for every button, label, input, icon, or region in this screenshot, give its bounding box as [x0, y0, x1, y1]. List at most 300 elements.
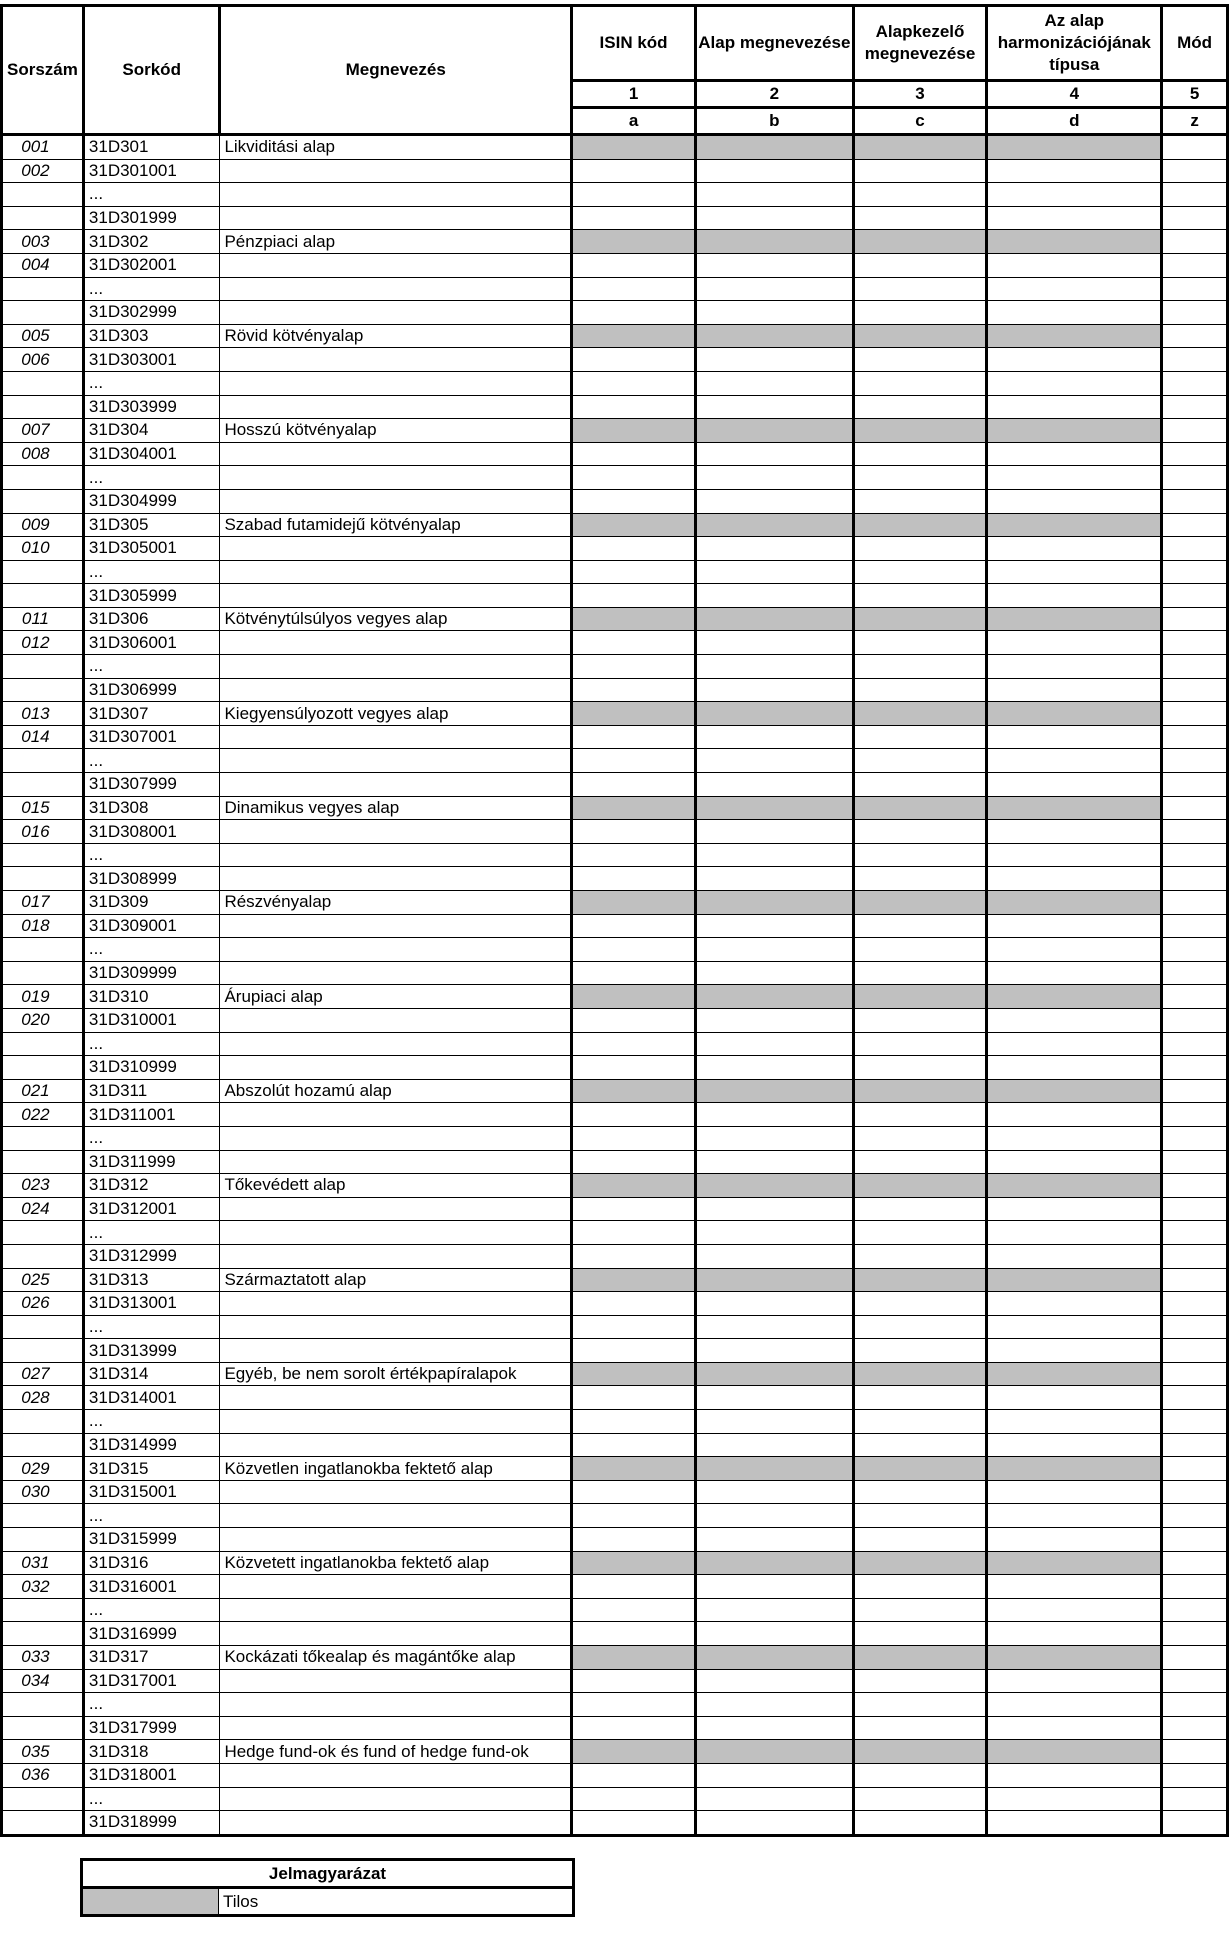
alapkezelo-megnevezese-cell[interactable] — [853, 1008, 987, 1032]
mod-cell[interactable] — [1162, 1150, 1228, 1174]
harmonizacio-tipusa-cell[interactable] — [987, 1244, 1162, 1268]
harmonizacio-tipusa-cell[interactable] — [987, 348, 1162, 372]
alapkezelo-megnevezese-cell[interactable] — [853, 1669, 987, 1693]
harmonizacio-tipusa-cell[interactable] — [987, 1433, 1162, 1457]
row-megnevezes: Dinamikus vegyes alap — [220, 796, 572, 820]
harmonizacio-tipusa-cell[interactable] — [987, 1787, 1162, 1811]
alapkezelo-megnevezese-cell[interactable] — [853, 1103, 987, 1127]
alap-megnevezese-cell[interactable] — [696, 1103, 854, 1127]
isin-kod-cell[interactable] — [572, 938, 696, 962]
isin-kod-cell[interactable] — [572, 371, 696, 395]
alap-megnevezese-cell[interactable] — [696, 938, 854, 962]
isin-kod-cell[interactable] — [572, 1669, 696, 1693]
isin-kod-cell[interactable] — [572, 678, 696, 702]
mod-cell[interactable] — [1162, 419, 1228, 443]
alap-megnevezese-cell[interactable] — [696, 1315, 854, 1339]
isin-kod-cell[interactable] — [572, 1032, 696, 1056]
isin-kod-cell[interactable] — [572, 1292, 696, 1316]
alap-megnevezese-cell[interactable] — [696, 560, 854, 584]
harmonizacio-tipusa-cell[interactable] — [987, 560, 1162, 584]
alap-megnevezese-cell[interactable] — [696, 1221, 854, 1245]
isin-kod-cell[interactable] — [572, 537, 696, 561]
isin-kod-cell[interactable] — [572, 560, 696, 584]
mod-cell[interactable] — [1162, 867, 1228, 891]
mod-cell[interactable] — [1162, 1740, 1228, 1764]
mod-cell[interactable] — [1162, 1763, 1228, 1787]
mod-cell[interactable] — [1162, 607, 1228, 631]
mod-cell[interactable] — [1162, 678, 1228, 702]
alap-megnevezese-cell[interactable] — [696, 1716, 854, 1740]
alap-megnevezese-cell[interactable] — [696, 773, 854, 797]
harmonizacio-tipusa-cell[interactable] — [987, 1716, 1162, 1740]
mod-cell[interactable] — [1162, 1386, 1228, 1410]
harmonizacio-tipusa-cell[interactable] — [987, 1221, 1162, 1245]
harmonizacio-tipusa-cell[interactable] — [987, 183, 1162, 207]
mod-cell[interactable] — [1162, 348, 1228, 372]
isin-kod-cell[interactable] — [572, 1787, 696, 1811]
harmonizacio-tipusa-cell[interactable] — [987, 1197, 1162, 1221]
alapkezelo-megnevezese-cell[interactable] — [853, 1811, 987, 1836]
isin-kod-cell[interactable] — [572, 1244, 696, 1268]
alap-megnevezese-cell[interactable] — [696, 348, 854, 372]
harmonizacio-tipusa-cell[interactable] — [987, 253, 1162, 277]
mod-cell[interactable] — [1162, 206, 1228, 230]
alapkezelo-megnevezese-cell[interactable] — [853, 1339, 987, 1363]
alap-megnevezese-cell[interactable] — [696, 867, 854, 891]
alapkezelo-megnevezese-cell[interactable] — [853, 183, 987, 207]
alapkezelo-megnevezese-cell[interactable] — [853, 560, 987, 584]
alap-megnevezese-cell[interactable] — [696, 1244, 854, 1268]
row-megnevezes — [220, 584, 572, 608]
alap-megnevezese-cell[interactable] — [696, 301, 854, 325]
mod-cell[interactable] — [1162, 655, 1228, 679]
mod-cell[interactable] — [1162, 1575, 1228, 1599]
alap-megnevezese-cell[interactable] — [696, 442, 854, 466]
isin-kod-cell[interactable] — [572, 466, 696, 490]
mod-cell[interactable] — [1162, 537, 1228, 561]
isin-kod-cell[interactable] — [572, 183, 696, 207]
alapkezelo-megnevezese-cell[interactable] — [853, 1150, 987, 1174]
alapkezelo-megnevezese-cell[interactable] — [853, 371, 987, 395]
alapkezelo-megnevezese-cell[interactable] — [853, 537, 987, 561]
harmonizacio-tipusa-cell[interactable] — [987, 537, 1162, 561]
alap-megnevezese-cell[interactable] — [696, 253, 854, 277]
alapkezelo-megnevezese-cell[interactable] — [853, 1598, 987, 1622]
alap-megnevezese-cell — [696, 135, 854, 160]
alap-megnevezese-cell[interactable] — [696, 1008, 854, 1032]
mod-cell[interactable] — [1162, 985, 1228, 1009]
alap-megnevezese-cell[interactable] — [696, 1410, 854, 1434]
mod-cell[interactable] — [1162, 1126, 1228, 1150]
harmonizacio-tipusa-cell[interactable] — [987, 1032, 1162, 1056]
harmonizacio-tipusa-cell[interactable] — [987, 749, 1162, 773]
alap-megnevezese-cell[interactable] — [696, 1598, 854, 1622]
mod-cell[interactable] — [1162, 135, 1228, 160]
isin-kod-cell[interactable] — [572, 159, 696, 183]
isin-kod-cell[interactable] — [572, 253, 696, 277]
alapkezelo-megnevezese-cell[interactable] — [853, 1386, 987, 1410]
harmonizacio-tipusa-cell[interactable] — [987, 867, 1162, 891]
harmonizacio-tipusa-cell[interactable] — [987, 1315, 1162, 1339]
row-sorszam: 008 — [2, 442, 84, 466]
alap-megnevezese-cell[interactable] — [696, 1528, 854, 1552]
alap-megnevezese-cell[interactable] — [696, 749, 854, 773]
mod-cell[interactable] — [1162, 631, 1228, 655]
harmonizacio-tipusa-cell[interactable] — [987, 584, 1162, 608]
harmonizacio-tipusa-cell[interactable] — [987, 1622, 1162, 1646]
alap-megnevezese-cell[interactable] — [696, 1032, 854, 1056]
harmonizacio-tipusa-cell[interactable] — [987, 301, 1162, 325]
harmonizacio-tipusa-cell[interactable] — [987, 1008, 1162, 1032]
isin-kod-cell[interactable] — [572, 1575, 696, 1599]
alapkezelo-megnevezese-cell[interactable] — [853, 1410, 987, 1434]
alap-megnevezese-cell[interactable] — [696, 1126, 854, 1150]
alap-megnevezese-cell[interactable] — [696, 1669, 854, 1693]
mod-cell[interactable] — [1162, 324, 1228, 348]
mod-cell[interactable] — [1162, 253, 1228, 277]
alapkezelo-megnevezese-cell[interactable] — [853, 1126, 987, 1150]
isin-kod-cell[interactable] — [572, 301, 696, 325]
alap-megnevezese-cell[interactable] — [696, 466, 854, 490]
mod-cell[interactable] — [1162, 277, 1228, 301]
isin-kod-cell[interactable] — [572, 1126, 696, 1150]
isin-kod-cell[interactable] — [572, 277, 696, 301]
isin-kod-cell[interactable] — [572, 1480, 696, 1504]
alapkezelo-megnevezese-cell[interactable] — [853, 1693, 987, 1717]
alap-megnevezese-cell[interactable] — [696, 537, 854, 561]
harmonizacio-tipusa-cell[interactable] — [987, 1598, 1162, 1622]
isin-kod-cell[interactable] — [572, 1693, 696, 1717]
row-sorkod: 31D301999 — [83, 206, 220, 230]
isin-kod-cell[interactable] — [572, 1339, 696, 1363]
isin-kod-cell[interactable] — [572, 1716, 696, 1740]
alapkezelo-megnevezese-cell[interactable] — [853, 442, 987, 466]
row-sorkod: 31D304 — [83, 419, 220, 443]
mod-cell[interactable] — [1162, 1315, 1228, 1339]
mod-cell[interactable] — [1162, 513, 1228, 537]
alap-megnevezese-cell[interactable] — [696, 1292, 854, 1316]
harmonizacio-tipusa-cell[interactable] — [987, 843, 1162, 867]
alap-megnevezese-cell[interactable] — [696, 489, 854, 513]
alap-megnevezese-cell[interactable] — [696, 584, 854, 608]
mod-cell[interactable] — [1162, 961, 1228, 985]
mod-cell[interactable] — [1162, 1528, 1228, 1552]
harmonizacio-tipusa-cell[interactable] — [987, 277, 1162, 301]
alap-megnevezese-cell[interactable] — [696, 1693, 854, 1717]
isin-kod-cell[interactable] — [572, 1763, 696, 1787]
alapkezelo-megnevezese-cell[interactable] — [853, 749, 987, 773]
alapkezelo-megnevezese-cell[interactable] — [853, 1433, 987, 1457]
alap-megnevezese-cell[interactable] — [696, 1787, 854, 1811]
mod-cell[interactable] — [1162, 1221, 1228, 1245]
mod-cell[interactable] — [1162, 1551, 1228, 1575]
mod-cell[interactable] — [1162, 1787, 1228, 1811]
alapkezelo-megnevezese-cell[interactable] — [853, 489, 987, 513]
mod-cell[interactable] — [1162, 1103, 1228, 1127]
harmonizacio-tipusa-cell[interactable] — [987, 371, 1162, 395]
alapkezelo-megnevezese-cell[interactable] — [853, 1480, 987, 1504]
alapkezelo-megnevezese-cell[interactable] — [853, 1622, 987, 1646]
mod-cell[interactable] — [1162, 1693, 1228, 1717]
mod-cell[interactable] — [1162, 1622, 1228, 1646]
alap-megnevezese-cell[interactable] — [696, 1811, 854, 1836]
alapkezelo-megnevezese-cell[interactable] — [853, 1056, 987, 1080]
alap-megnevezese-cell[interactable] — [696, 1150, 854, 1174]
harmonizacio-tipusa-cell[interactable] — [987, 1480, 1162, 1504]
alap-megnevezese-cell[interactable] — [696, 1504, 854, 1528]
isin-kod-cell[interactable] — [572, 725, 696, 749]
harmonizacio-tipusa-cell[interactable] — [987, 1763, 1162, 1787]
row-sorszam: 029 — [2, 1457, 84, 1481]
harmonizacio-tipusa-cell[interactable] — [987, 1339, 1162, 1363]
mod-cell[interactable] — [1162, 725, 1228, 749]
alapkezelo-megnevezese-cell[interactable] — [853, 1292, 987, 1316]
harmonizacio-tipusa-cell[interactable] — [987, 961, 1162, 985]
isin-kod-cell[interactable] — [572, 631, 696, 655]
alapkezelo-megnevezese-cell[interactable] — [853, 466, 987, 490]
alapkezelo-megnevezese-cell[interactable] — [853, 1197, 987, 1221]
alap-megnevezese-cell[interactable] — [696, 1763, 854, 1787]
isin-kod-cell[interactable] — [572, 867, 696, 891]
mod-cell[interactable] — [1162, 442, 1228, 466]
isin-kod-cell[interactable] — [572, 1103, 696, 1127]
isin-kod-cell[interactable] — [572, 1433, 696, 1457]
alapkezelo-megnevezese-cell[interactable] — [853, 867, 987, 891]
table-row — [2, 985, 1228, 1009]
alapkezelo-megnevezese-cell[interactable] — [853, 1716, 987, 1740]
alap-megnevezese-cell[interactable] — [696, 277, 854, 301]
isin-kod-cell[interactable] — [572, 1056, 696, 1080]
alapkezelo-megnevezese-cell[interactable] — [853, 773, 987, 797]
alap-megnevezese-cell[interactable] — [696, 678, 854, 702]
alapkezelo-megnevezese-cell[interactable] — [853, 1575, 987, 1599]
mod-cell[interactable] — [1162, 1598, 1228, 1622]
mod-cell[interactable] — [1162, 1811, 1228, 1836]
alapkezelo-megnevezese-cell[interactable] — [853, 1032, 987, 1056]
harmonizacio-tipusa-cell[interactable] — [987, 1811, 1162, 1836]
alap-megnevezese-cell[interactable] — [696, 183, 854, 207]
alap-megnevezese-cell[interactable] — [696, 914, 854, 938]
alap-megnevezese-cell[interactable] — [696, 1339, 854, 1363]
harmonizacio-tipusa-cell[interactable] — [987, 1410, 1162, 1434]
mod-cell[interactable] — [1162, 1716, 1228, 1740]
mod-cell[interactable] — [1162, 749, 1228, 773]
alap-megnevezese-cell[interactable] — [696, 1386, 854, 1410]
alap-megnevezese-cell[interactable] — [696, 961, 854, 985]
mod-cell[interactable] — [1162, 796, 1228, 820]
mod-cell[interactable] — [1162, 159, 1228, 183]
alapkezelo-megnevezese-cell[interactable] — [853, 159, 987, 183]
mod-cell[interactable] — [1162, 301, 1228, 325]
mod-cell[interactable] — [1162, 891, 1228, 915]
alap-megnevezese-cell[interactable] — [696, 725, 854, 749]
alapkezelo-megnevezese-cell[interactable] — [853, 1504, 987, 1528]
alap-megnevezese-cell[interactable] — [696, 206, 854, 230]
isin-kod-cell[interactable] — [572, 1410, 696, 1434]
mod-cell[interactable] — [1162, 1646, 1228, 1670]
harmonizacio-tipusa-cell[interactable] — [987, 159, 1162, 183]
isin-kod-cell[interactable] — [572, 489, 696, 513]
alapkezelo-megnevezese-cell[interactable] — [853, 843, 987, 867]
harmonizacio-tipusa-cell[interactable] — [987, 1386, 1162, 1410]
alap-megnevezese-cell[interactable] — [696, 631, 854, 655]
alap-megnevezese-cell[interactable] — [696, 1197, 854, 1221]
isin-kod-cell[interactable] — [572, 1504, 696, 1528]
alapkezelo-megnevezese-cell[interactable] — [853, 277, 987, 301]
harmonizacio-tipusa-cell[interactable] — [987, 1292, 1162, 1316]
harmonizacio-tipusa-cell[interactable] — [987, 395, 1162, 419]
isin-kod-cell[interactable] — [572, 395, 696, 419]
mod-cell[interactable] — [1162, 230, 1228, 254]
alapkezelo-megnevezese-cell[interactable] — [853, 678, 987, 702]
alap-megnevezese-cell[interactable] — [696, 395, 854, 419]
isin-kod-cell[interactable] — [572, 1008, 696, 1032]
harmonizacio-tipusa-cell[interactable] — [987, 1528, 1162, 1552]
mod-cell[interactable] — [1162, 1669, 1228, 1693]
mod-cell[interactable] — [1162, 843, 1228, 867]
harmonizacio-tipusa-cell[interactable] — [987, 1693, 1162, 1717]
alapkezelo-megnevezese-cell[interactable] — [853, 725, 987, 749]
alapkezelo-megnevezese-cell[interactable] — [853, 301, 987, 325]
harmonizacio-tipusa-cell[interactable] — [987, 820, 1162, 844]
isin-kod-cell[interactable] — [572, 749, 696, 773]
isin-kod-cell[interactable] — [572, 1386, 696, 1410]
mod-cell[interactable] — [1162, 1056, 1228, 1080]
row-sorszam — [2, 867, 84, 891]
isin-kod-cell[interactable] — [572, 206, 696, 230]
mod-cell[interactable] — [1162, 183, 1228, 207]
mod-cell[interactable] — [1162, 1362, 1228, 1386]
mod-cell[interactable] — [1162, 1197, 1228, 1221]
harmonizacio-tipusa-cell[interactable] — [987, 678, 1162, 702]
alap-megnevezese-cell[interactable] — [696, 1575, 854, 1599]
isin-kod-cell[interactable] — [572, 1811, 696, 1836]
harmonizacio-tipusa-cell[interactable] — [987, 655, 1162, 679]
alapkezelo-megnevezese-cell[interactable] — [853, 961, 987, 985]
isin-kod-cell[interactable] — [572, 584, 696, 608]
alap-megnevezese-cell[interactable] — [696, 843, 854, 867]
harmonizacio-tipusa-cell[interactable] — [987, 1056, 1162, 1080]
mod-cell[interactable] — [1162, 1410, 1228, 1434]
alap-megnevezese-cell[interactable] — [696, 655, 854, 679]
harmonizacio-tipusa-cell[interactable] — [987, 1126, 1162, 1150]
row-sorkod: 31D317999 — [83, 1716, 220, 1740]
isin-kod-cell[interactable] — [572, 655, 696, 679]
isin-kod-cell[interactable] — [572, 1528, 696, 1552]
isin-kod-cell[interactable] — [572, 1622, 696, 1646]
isin-kod-cell[interactable] — [572, 442, 696, 466]
alapkezelo-megnevezese-cell[interactable] — [853, 1528, 987, 1552]
alapkezelo-megnevezese-cell[interactable] — [853, 820, 987, 844]
harmonizacio-tipusa-cell[interactable] — [987, 773, 1162, 797]
mod-cell[interactable] — [1162, 1433, 1228, 1457]
harmonizacio-tipusa-cell[interactable] — [987, 442, 1162, 466]
harmonizacio-tipusa-cell[interactable] — [987, 631, 1162, 655]
alapkezelo-megnevezese-cell[interactable] — [853, 584, 987, 608]
mod-cell[interactable] — [1162, 1457, 1228, 1481]
harmonizacio-tipusa-cell[interactable] — [987, 1669, 1162, 1693]
alapkezelo-megnevezese-cell[interactable] — [853, 1244, 987, 1268]
harmonizacio-tipusa-cell[interactable] — [987, 206, 1162, 230]
mod-cell[interactable] — [1162, 773, 1228, 797]
isin-kod-cell[interactable] — [572, 348, 696, 372]
mod-cell[interactable] — [1162, 1292, 1228, 1316]
alap-megnevezese-cell[interactable] — [696, 1433, 854, 1457]
alap-megnevezese-cell[interactable] — [696, 1480, 854, 1504]
isin-kod-cell[interactable] — [572, 961, 696, 985]
harmonizacio-tipusa-cell[interactable] — [987, 1504, 1162, 1528]
isin-kod-cell[interactable] — [572, 1598, 696, 1622]
alapkezelo-megnevezese-cell[interactable] — [853, 253, 987, 277]
mod-cell[interactable] — [1162, 395, 1228, 419]
alapkezelo-megnevezese-cell[interactable] — [853, 914, 987, 938]
mod-cell[interactable] — [1162, 1079, 1228, 1103]
harmonizacio-tipusa-cell[interactable] — [987, 914, 1162, 938]
harmonizacio-tipusa-cell[interactable] — [987, 938, 1162, 962]
isin-kod-cell[interactable] — [572, 773, 696, 797]
alapkezelo-megnevezese-cell[interactable] — [853, 938, 987, 962]
mod-cell[interactable] — [1162, 466, 1228, 490]
isin-kod-cell[interactable] — [572, 1197, 696, 1221]
alapkezelo-megnevezese-cell[interactable] — [853, 631, 987, 655]
alapkezelo-megnevezese-cell[interactable] — [853, 655, 987, 679]
alapkezelo-megnevezese-cell[interactable] — [853, 395, 987, 419]
mod-cell[interactable] — [1162, 1268, 1228, 1292]
alap-megnevezese-cell[interactable] — [696, 820, 854, 844]
alap-megnevezese-cell[interactable] — [696, 159, 854, 183]
mod-cell[interactable] — [1162, 489, 1228, 513]
harmonizacio-tipusa-cell[interactable] — [987, 1150, 1162, 1174]
alapkezelo-megnevezese-cell[interactable] — [853, 1221, 987, 1245]
alapkezelo-megnevezese-cell[interactable] — [853, 1763, 987, 1787]
mod-cell[interactable] — [1162, 1339, 1228, 1363]
isin-kod-cell[interactable] — [572, 1315, 696, 1339]
isin-kod-cell[interactable] — [572, 1221, 696, 1245]
mod-cell[interactable] — [1162, 1480, 1228, 1504]
harmonizacio-tipusa-cell[interactable] — [987, 466, 1162, 490]
mod-cell[interactable] — [1162, 1008, 1228, 1032]
mod-cell[interactable] — [1162, 1504, 1228, 1528]
alapkezelo-megnevezese-cell[interactable] — [853, 348, 987, 372]
mod-cell[interactable] — [1162, 702, 1228, 726]
mod-cell[interactable] — [1162, 1174, 1228, 1198]
alap-megnevezese-cell[interactable] — [696, 371, 854, 395]
alapkezelo-megnevezese-cell[interactable] — [853, 1315, 987, 1339]
isin-kod-cell[interactable] — [572, 820, 696, 844]
harmonizacio-tipusa-cell[interactable] — [987, 725, 1162, 749]
mod-cell[interactable] — [1162, 560, 1228, 584]
row-sorszam — [2, 277, 84, 301]
isin-kod-cell[interactable] — [572, 914, 696, 938]
mod-cell[interactable] — [1162, 914, 1228, 938]
harmonizacio-tipusa-cell[interactable] — [987, 1575, 1162, 1599]
isin-kod-cell — [572, 1646, 696, 1670]
mod-cell[interactable] — [1162, 820, 1228, 844]
mod-cell[interactable] — [1162, 1032, 1228, 1056]
alap-megnevezese-cell[interactable] — [696, 1056, 854, 1080]
isin-kod-cell[interactable] — [572, 843, 696, 867]
harmonizacio-tipusa-cell[interactable] — [987, 1103, 1162, 1127]
mod-cell[interactable] — [1162, 371, 1228, 395]
alapkezelo-megnevezese-cell[interactable] — [853, 206, 987, 230]
harmonizacio-tipusa-cell[interactable] — [987, 489, 1162, 513]
mod-cell[interactable] — [1162, 938, 1228, 962]
mod-cell[interactable] — [1162, 584, 1228, 608]
isin-kod-cell[interactable] — [572, 1150, 696, 1174]
alapkezelo-megnevezese-cell[interactable] — [853, 1787, 987, 1811]
alap-megnevezese-cell[interactable] — [696, 1622, 854, 1646]
mod-cell[interactable] — [1162, 1244, 1228, 1268]
